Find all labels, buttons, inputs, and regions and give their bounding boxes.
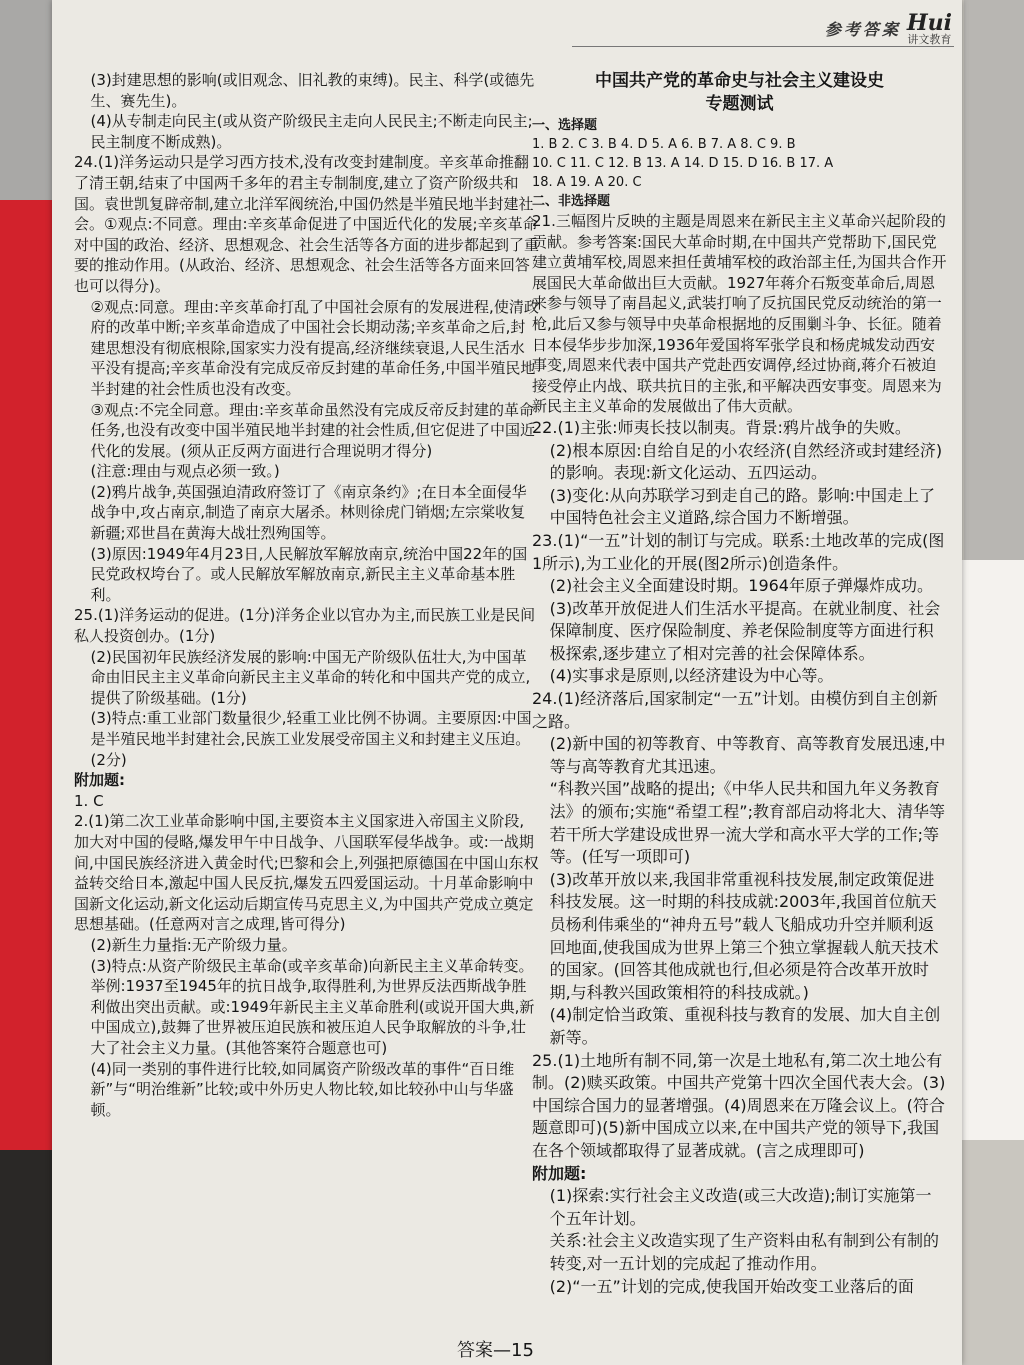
answer-paragraph: 21.三幅图片反映的主题是周恩来在新民主主义革命兴起阶段的贡献。参考答案:国民大革命时期,在中国共产党帮助下,国民党建立黄埔军校,周恩来担任黄埔军校的政治部主任,为国共合作开展国民大革命做出巨大贡献。1927年蒋介石叛变革命后,周恩来参与领导了南昌起义,武装打响了反抗国民党反动统治的第一枪,此后又参与领导中央革命根据地的反围剿斗争、长征。随着日本侵华步步加深,1936年爱国将军张学良和杨虎城发动西安事变,周恩来代表中国共产党赴西安调停,经过协商,蒋介石被迫接受停止内战、联共抗日的主张,和平解决西安事变。周恩来为新民主主义革命的发展做出了伟大贡献。 — [532, 212, 947, 416]
background-shadow — [964, 0, 1024, 560]
answer-paragraph: (2)鸦片战争,英国强迫清政府签订了《南京条约》;在日本全面侵华战争中,攻占南京,制造了南京大屠杀。林则徐虎门销烟;左宗棠收复新疆;邓世昌在黄海大战壮烈殉国等。 — [90, 482, 527, 543]
nonchoice-heading: 二、非选择题 — [532, 194, 611, 209]
answer-paragraph: (2)民国初年民族经济发展的影响:中国无产阶级队伍壮大,为中国革命由旧民主主义革命向新民主主义革命的转化和中国共产党的成立,提供了阶级基础。(1分) — [90, 647, 531, 707]
answer-paragraph: (3)变化:从向苏联学习到走自己的路。影响:中国走上了中国特色社会主义道路,综合国力不断增强。 — [549, 485, 936, 528]
choice-answers-row: 1. B 2. C 3. B 4. D 5. A 6. B 7. A 8. C 9. B — [532, 137, 796, 152]
answer-paragraph: (4)同一类别的事件进行比较,如同属资产阶级改革的事件“百日维新”与“明治维新”比较;或中外历史人物比较,如比较孙中山与华盛顿。 — [90, 1059, 515, 1119]
brand-logo — [906, 9, 952, 46]
header-title: 参考答案 — [824, 19, 901, 39]
answer-page — [52, 0, 962, 1365]
section-title: 中国共产党的革命史与社会主义建设史 — [595, 71, 884, 91]
right-answers — [532, 211, 947, 1298]
answer-paragraph: 1. C — [74, 791, 104, 810]
answer-paragraph: 25.(1)土地所有制不同,第一次是土地私有,第二次土地公有制。(2)赎买政策。中国共产党第十四次全国代表大会。(3)中国综合国力的显著增强。(4)周恩来在万隆会议上。(符合题意即可)(5)新中国成立以来,在中国共产党的领导下,我国在各个领域都取得了显著成就。(言之成理即可) — [532, 1050, 946, 1160]
choice-heading: 一、选择题 — [532, 118, 598, 133]
answer-paragraph: 附加题: — [74, 771, 125, 790]
answer-paragraph: (3)特点:重工业部门数量很少,轻重工业比例不协调。主要原因:中国是半殖民地半封建社会,民族工业发展受帝国主义和封建主义压迫。(2分) — [90, 709, 532, 769]
answer-paragraph: (2)新生力量指:无产阶级力量。 — [90, 935, 297, 954]
answer-paragraph: (2)新中国的初等教育、中等教育、高等教育发展迅速,中等与高等教育尤其迅速。 — [549, 734, 946, 776]
answer-paragraph: (3)改革开放以来,我国非常重视科技发展,制定政策促进科技发展。这一时期的科技成就:2003年,我国首位航天员杨利伟乘坐的“神舟五号”载人飞船成功升空并顺利返回地面,使我国成为世界上第三个独立掌握载人航天技术的国家。(回答其他成就也行,但必须是符合改革开放时期,与科教兴国政策相符的科技成就。) — [549, 869, 939, 1002]
answer-paragraph: ③观点:不完全同意。理由:辛亥革命虽然没有完成反帝反封建的革命任务,也没有改变中国半殖民地半封建的社会性质,但它促进了中国近代化的发展。(须从正反两方面进行合理说明才得分) — [90, 400, 536, 460]
answer-paragraph: 附加题: — [532, 1163, 587, 1183]
answer-paragraph: (3)原因:1949年4月23日,人民解放军解放南京,统治中国22年的国民党政权垮台了。或人民解放军解放南京,新民主主义革命基本胜利。 — [90, 544, 528, 604]
answer-paragraph: (2)社会主义全面建设时期。1964年原子弹爆炸成功。 — [549, 576, 933, 596]
answer-paragraph: (2)根本原因:自给自足的小农经济(自然经济或封建经济)的影响。表现:新文化运动、五四运动。 — [549, 440, 943, 483]
answer-paragraph: 23.(1)“一五”计划的制订与完成。联系:土地改革的完成(图1所示),为工业化的开展(图2所示)创造条件。 — [532, 530, 945, 573]
answer-paragraph: 24.(1)经济落后,国家制定“一五”计划。由模仿到自主创新之路。 — [532, 689, 938, 731]
page-header — [825, 10, 952, 46]
answer-paragraph: (1)探索:实行社会主义改造(或三大改造);制订实施第一个五年计划。 — [549, 1186, 932, 1228]
answer-paragraph: 2.(1)第二次工业革命影响中国,主要资本主义国家进入帝国主义阶段,加大对中国的侵略,爆发甲午中日战争、八国联军侵华战争。或:一战期间,中国民族经济进入黄金时代;巴黎和会上,列强把原德国在中国山东权益转交给日本,激起中国人民反抗,爆发五四爱国运动。十月革命影响中国新文化运动,新文化运动后期宣传马克思主义,为中国共产党成立奠定思想基础。(任意两对言之成理,皆可得分) — [74, 812, 539, 934]
answer-paragraph: (注意:理由与观点必须一致。) — [90, 462, 280, 481]
answer-paragraph: (3)改革开放促进人们生活水平提高。在就业制度、社会保障制度、医疗保险制度、养老保险制度等方面进行积极探索,逐步建立了相对完善的社会保障体系。 — [549, 598, 941, 663]
brand-name: 讲文教育 — [907, 32, 952, 46]
answer-paragraph: 25.(1)洋务运动的促进。(1分)洋务企业以官办为主,而民族工业是民间私人投资创办。(1分) — [74, 606, 536, 646]
answer-paragraph: 关系:社会主义改造实现了生产资料由私有制到公有制的转变,对一五计划的完成起了推动作用。 — [549, 1231, 939, 1273]
brand-logo-mark: Hui — [906, 9, 952, 36]
answer-paragraph: (3)封建思想的影响(或旧观念、旧礼教的束缚)。民主、科学(或德先生、赛先生)。 — [90, 71, 535, 110]
choice-answers-row: 10. C 11. C 12. B 13. A 14. D 15. D 16. B 17. A — [532, 156, 834, 171]
header-divider — [572, 46, 954, 47]
answer-paragraph: (3)特点:从资产阶级民主革命(或辛亥革命)向新民主主义革命转变。举例:1937至1945年的抗日战争,取得胜利,为世界反法西斯战争胜利做出突出贡献。或:1949年新民主主义革命胜利(或说开国大典,新中国成立),鼓舞了世界被压迫民族和被压迫人民争取解放的斗争,壮大了社会主义力量。(其他答案符合题意也可) — [90, 956, 535, 1057]
background-paper-stack — [954, 560, 1024, 1140]
answer-paragraph: (4)制定恰当政策、重视科技与教育的发展、加大自主创新等。 — [549, 1005, 941, 1047]
answer-paragraph: 22.(1)主张:师夷长技以制夷。背景:鸦片战争的失败。 — [532, 417, 911, 437]
right-column — [532, 70, 947, 1298]
section-subtitle: 专题测试 — [705, 94, 774, 114]
choice-answers-row: 18. A 19. A 20. C — [532, 175, 642, 190]
left-column — [74, 70, 539, 1120]
page-number: 答案—15 — [457, 1340, 534, 1361]
answer-paragraph: 24.(1)洋务运动只是学习西方技术,没有改变封建制度。辛亥革命推翻了清王朝,结束了中国两千多年的君主专制制度,建立了资产阶级共和国。袁世凯复辟帝制,建立北洋军阀统治,中国仍然是半殖民地半封建社会。①观点:不同意。理由:辛亥革命促进了中国近代化的发展;辛亥革命对中国的政治、经济、思想观念、社会生活等各方面的进步都起到了重要的推动作用。(从政治、经济、思想观念、社会生活等各方面来回答也可以得分)。 — [74, 153, 540, 295]
answer-paragraph: (4)实事求是原则,以经济建设为中心等。 — [549, 666, 834, 686]
answer-paragraph: (4)从专制走向民主(或从资产阶级民主走向人民民主;不断走向民主;民主制度不断成熟)。 — [90, 112, 533, 151]
answer-paragraph: “科教兴国”战略的提出;《中华人民共和国九年义务教育法》的颁布;实施“希望工程”;教育部启动将北大、清华等若干所大学建设成世界一流大学和高水平大学的工作;等等。(任写一项即可) — [549, 779, 945, 867]
answer-paragraph: ②观点:同意。理由:辛亥革命打乱了中国社会原有的发展进程,使清政府的改革中断;辛亥革命造成了中国社会长期动荡;辛亥革命之后,封建思想没有彻底根除,国家实力没有提高,经济继续衰退,人民生活水平没有提高;辛亥革命没有完成反帝反封建的革命任务,中国半殖民地半封建的社会性质也没有改变。 — [90, 297, 539, 398]
answer-paragraph: (2)“一五”计划的完成,使我国开始改变工业落后的面 — [549, 1276, 914, 1296]
